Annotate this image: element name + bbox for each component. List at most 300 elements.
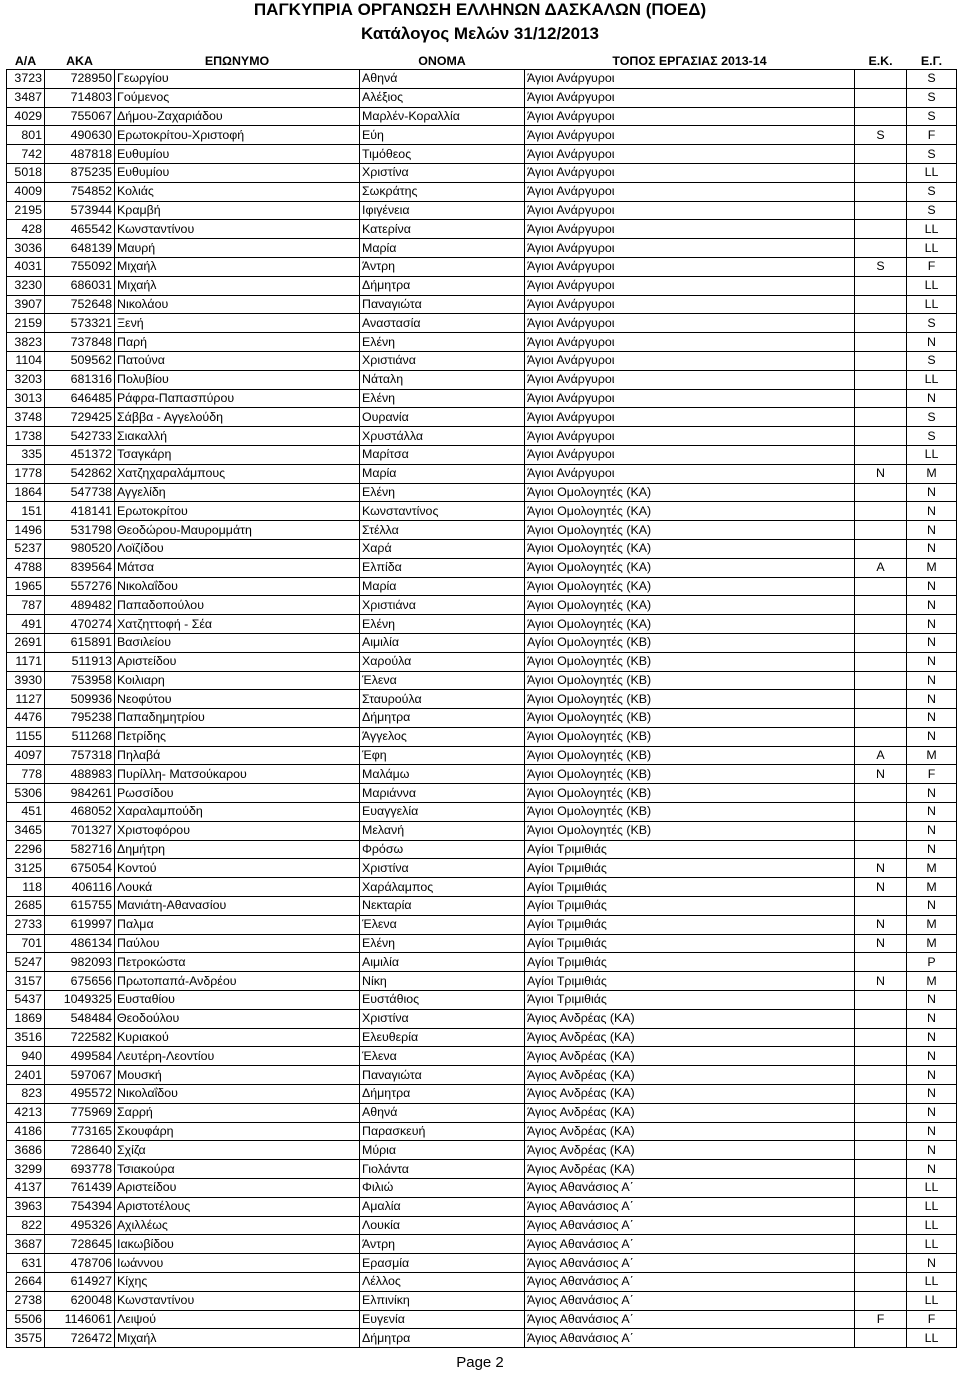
cell-name: Αθηνά <box>360 1103 525 1122</box>
cell-name: Εύη <box>360 126 525 145</box>
cell-aka: 487818 <box>45 145 115 164</box>
cell-ek <box>855 445 907 464</box>
document-subtitle: Κατάλογος Μελών 31/12/2013 <box>360 24 600 43</box>
cell-workplace: Άγιοι Ομολογητές (ΚΒ) <box>525 746 855 765</box>
cell-aka: 701327 <box>45 821 115 840</box>
cell-eg: N <box>907 389 957 408</box>
cell-aa: 3516 <box>7 1028 45 1047</box>
cell-aa: 3299 <box>7 1160 45 1179</box>
cell-eg: LL <box>907 1235 957 1254</box>
cell-aka: 795238 <box>45 709 115 728</box>
cell-eg: S <box>907 182 957 201</box>
cell-eg: N <box>907 1254 957 1273</box>
table-row <box>7 201 957 220</box>
cell-surname: Αριστοτέλους <box>115 1197 360 1216</box>
cell-workplace: Άγιοι Ομολογητές (ΚΑ) <box>525 521 855 540</box>
cell-workplace: Άγιος Ανδρέας (ΚΑ) <box>525 1066 855 1085</box>
cell-name: Κωνσταντίνος <box>360 502 525 521</box>
cell-surname: Ευσταθίου <box>115 991 360 1010</box>
cell-surname: Σιακαλλή <box>115 427 360 446</box>
cell-ek <box>855 1273 907 1292</box>
cell-workplace: Άγιοι Ομολογητές (ΚΒ) <box>525 765 855 784</box>
cell-ek <box>855 1028 907 1047</box>
cell-eg: F <box>907 257 957 276</box>
cell-aka: 511913 <box>45 652 115 671</box>
cell-ek <box>855 239 907 258</box>
cell-eg: N <box>907 991 957 1010</box>
cell-name: Τιμόθεος <box>360 145 525 164</box>
cell-name: Ιφιγένεια <box>360 201 525 220</box>
cell-surname: Λειψού <box>115 1310 360 1329</box>
cell-eg: M <box>907 915 957 934</box>
cell-aa: 1104 <box>7 351 45 370</box>
cell-aka: 980520 <box>45 539 115 558</box>
cell-ek <box>855 1160 907 1179</box>
cell-aa: 3575 <box>7 1329 45 1348</box>
table-row <box>7 1066 957 1085</box>
cell-ek: N <box>855 464 907 483</box>
cell-aka: 478706 <box>45 1254 115 1273</box>
cell-surname: Μιχαήλ <box>115 1329 360 1348</box>
table-row <box>7 1273 957 1292</box>
cell-aa: 4476 <box>7 709 45 728</box>
cell-surname: Νικολάου <box>115 295 360 314</box>
cell-aka: 573321 <box>45 314 115 333</box>
cell-name: Χριστιάνα <box>360 351 525 370</box>
cell-aka: 615755 <box>45 897 115 916</box>
cell-name: Έλενα <box>360 1047 525 1066</box>
cell-surname: Αριστείδου <box>115 652 360 671</box>
cell-workplace: Αγίοι Τριμιθιάς <box>525 934 855 953</box>
cell-workplace: Άγιοι Ανάργυροι <box>525 389 855 408</box>
cell-aka: 582716 <box>45 840 115 859</box>
table-row <box>7 1028 957 1047</box>
cell-name: Ελπινίκη <box>360 1291 525 1310</box>
cell-eg: N <box>907 1066 957 1085</box>
cell-workplace: Άγιοι Ανάργυροι <box>525 314 855 333</box>
cell-eg: M <box>907 746 957 765</box>
cell-ek <box>855 1235 907 1254</box>
cell-aka: 681316 <box>45 370 115 389</box>
cell-name: Μαρία <box>360 464 525 483</box>
table-row <box>7 934 957 953</box>
cell-aka: 686031 <box>45 276 115 295</box>
cell-ek <box>855 70 907 89</box>
cell-eg: F <box>907 1310 957 1329</box>
cell-surname: Χατζηττοφή - Σέα <box>115 615 360 634</box>
cell-aka: 754852 <box>45 182 115 201</box>
cell-aa: 4788 <box>7 558 45 577</box>
table-row <box>7 652 957 671</box>
cell-surname: Αγγελίδη <box>115 483 360 502</box>
cell-aka: 675656 <box>45 972 115 991</box>
cell-ek <box>855 314 907 333</box>
cell-ek <box>855 1009 907 1028</box>
table-row <box>7 803 957 822</box>
cell-name: Δήμητρα <box>360 1085 525 1104</box>
cell-eg: N <box>907 615 957 634</box>
cell-name: Φρόσω <box>360 840 525 859</box>
table-row <box>7 558 957 577</box>
cell-aka: 728640 <box>45 1141 115 1160</box>
cell-aka: 619997 <box>45 915 115 934</box>
cell-aka: 984261 <box>45 784 115 803</box>
cell-aa: 822 <box>7 1216 45 1235</box>
cell-surname: Γεωργίου <box>115 70 360 89</box>
cell-ek <box>855 88 907 107</box>
cell-aa: 3125 <box>7 859 45 878</box>
cell-ek <box>855 276 907 295</box>
cell-name: Ερασμία <box>360 1254 525 1273</box>
cell-workplace: Άγιος Ανδρέας (ΚΑ) <box>525 1141 855 1160</box>
cell-workplace: Άγιοι Ανάργυροι <box>525 427 855 446</box>
cell-name: Έλενα <box>360 671 525 690</box>
cell-surname: Κυριακού <box>115 1028 360 1047</box>
header-row <box>7 52 957 70</box>
cell-ek <box>855 370 907 389</box>
cell-ek: A <box>855 558 907 577</box>
cell-aa: 4029 <box>7 107 45 126</box>
table-row <box>7 1329 957 1348</box>
cell-ek <box>855 897 907 916</box>
cell-aka: 755092 <box>45 257 115 276</box>
table-row <box>7 915 957 934</box>
cell-ek <box>855 539 907 558</box>
cell-name: Άγγελος <box>360 727 525 746</box>
cell-ek <box>855 690 907 709</box>
cell-surname: Παρή <box>115 333 360 352</box>
cell-workplace: Αγίοι Τριμιθιάς <box>525 859 855 878</box>
cell-surname: Χατζηχαραλάμπους <box>115 464 360 483</box>
cell-aka: 982093 <box>45 953 115 972</box>
cell-aa: 631 <box>7 1254 45 1273</box>
table-row <box>7 182 957 201</box>
cell-eg: LL <box>907 239 957 258</box>
cell-eg: M <box>907 972 957 991</box>
cell-ek <box>855 991 907 1010</box>
cell-workplace: Άγιοι Ομολογητές (ΚΒ) <box>525 690 855 709</box>
cell-surname: Σχίζα <box>115 1141 360 1160</box>
cell-aka: 839564 <box>45 558 115 577</box>
cell-surname: Πετρίδης <box>115 727 360 746</box>
cell-ek <box>855 1254 907 1273</box>
cell-ek: N <box>855 765 907 784</box>
cell-name: Ελένη <box>360 934 525 953</box>
cell-name: Δήμητρα <box>360 276 525 295</box>
cell-name: Μύρια <box>360 1141 525 1160</box>
cell-workplace: Άγιοι Ομολογητές (ΚΑ) <box>525 596 855 615</box>
table-row <box>7 1216 957 1235</box>
cell-eg: N <box>907 1085 957 1104</box>
cell-aa: 1738 <box>7 427 45 446</box>
cell-workplace: Άγιος Ανδρέας (ΚΑ) <box>525 1122 855 1141</box>
cell-aka: 737848 <box>45 333 115 352</box>
table-row <box>7 126 957 145</box>
cell-aa: 4186 <box>7 1122 45 1141</box>
cell-surname: Παλμα <box>115 915 360 934</box>
cell-eg: N <box>907 803 957 822</box>
cell-name: Ευγενία <box>360 1310 525 1329</box>
cell-name: Μαρία <box>360 577 525 596</box>
cell-aka: 728950 <box>45 70 115 89</box>
cell-name: Αμαλία <box>360 1197 525 1216</box>
cell-ek <box>855 502 907 521</box>
cell-workplace: Άγιος Αθανάσιος Α΄ <box>525 1254 855 1273</box>
cell-surname: Αριστείδου <box>115 1179 360 1198</box>
cell-name: Αιμιλία <box>360 953 525 972</box>
cell-eg: N <box>907 1009 957 1028</box>
cell-ek <box>855 577 907 596</box>
cell-aa: 5506 <box>7 1310 45 1329</box>
cell-surname: Κίχης <box>115 1273 360 1292</box>
cell-workplace: Άγιος Αθανάσιος Α΄ <box>525 1291 855 1310</box>
members-table-body <box>7 70 957 1348</box>
cell-aka: 573944 <box>45 201 115 220</box>
cell-name: Νεκταρία <box>360 897 525 916</box>
cell-name: Δήμητρα <box>360 1329 525 1348</box>
cell-aa: 3036 <box>7 239 45 258</box>
table-row <box>7 1179 957 1198</box>
cell-eg: N <box>907 333 957 352</box>
cell-aka: 753958 <box>45 671 115 690</box>
cell-name: Μαρία <box>360 239 525 258</box>
cell-eg: S <box>907 408 957 427</box>
cell-aka: 511268 <box>45 727 115 746</box>
cell-aka: 499584 <box>45 1047 115 1066</box>
cell-workplace: Άγιος Αθανάσιος Α΄ <box>525 1235 855 1254</box>
table-row <box>7 464 957 483</box>
cell-eg: P <box>907 953 957 972</box>
cell-name: Άντρη <box>360 1235 525 1254</box>
cell-surname: Σαρρή <box>115 1103 360 1122</box>
cell-name: Στέλλα <box>360 521 525 540</box>
cell-workplace: Αγίοι Τριμιθιάς <box>525 915 855 934</box>
cell-aka: 761439 <box>45 1179 115 1198</box>
cell-aka: 675054 <box>45 859 115 878</box>
table-row <box>7 1103 957 1122</box>
cell-name: Χριστιάνα <box>360 596 525 615</box>
table-row <box>7 502 957 521</box>
cell-name: Χρυστάλλα <box>360 427 525 446</box>
cell-ek <box>855 182 907 201</box>
cell-workplace: Άγιος Αθανάσιος Α΄ <box>525 1273 855 1292</box>
cell-eg: N <box>907 1028 957 1047</box>
cell-ek <box>855 821 907 840</box>
cell-aa: 801 <box>7 126 45 145</box>
cell-eg: N <box>907 539 957 558</box>
cell-aka: 722582 <box>45 1028 115 1047</box>
cell-ek: N <box>855 878 907 897</box>
cell-eg: LL <box>907 295 957 314</box>
cell-surname: Τσαγκάρη <box>115 445 360 464</box>
table-row <box>7 1122 957 1141</box>
cell-aa: 2738 <box>7 1291 45 1310</box>
cell-aka: 451372 <box>45 445 115 464</box>
col-header-surname: ΕΠΩΝΥΜΟ <box>115 52 360 70</box>
cell-surname: Τσιακούρα <box>115 1160 360 1179</box>
cell-workplace: Άγιοι Τριμιθιάς <box>525 991 855 1010</box>
cell-aka: 542733 <box>45 427 115 446</box>
cell-aa: 5018 <box>7 163 45 182</box>
cell-aka: 495572 <box>45 1085 115 1104</box>
cell-workplace: Αγίοι Ομολογητές (ΚΒ) <box>525 633 855 652</box>
cell-name: Νάταλη <box>360 370 525 389</box>
cell-name: Γιολάντα <box>360 1160 525 1179</box>
cell-surname: Παπαδημητρίου <box>115 709 360 728</box>
cell-aka: 531798 <box>45 521 115 540</box>
cell-surname: Κολιάς <box>115 182 360 201</box>
cell-surname: Σκουφάρη <box>115 1122 360 1141</box>
cell-aka: 597067 <box>45 1066 115 1085</box>
cell-name: Έλενα <box>360 915 525 934</box>
cell-name: Παναγιώτα <box>360 295 525 314</box>
cell-aka: 468052 <box>45 803 115 822</box>
cell-eg: S <box>907 201 957 220</box>
col-header-workplace: ΤΟΠΟΣ ΕΡΓΑΣΙΑΣ 2013-14 <box>525 52 855 70</box>
cell-ek <box>855 408 907 427</box>
cell-name: Λέλλος <box>360 1273 525 1292</box>
members-table <box>6 52 957 1348</box>
cell-aka: 754394 <box>45 1197 115 1216</box>
cell-surname: Ιακωβίδου <box>115 1235 360 1254</box>
cell-workplace: Άγιοι Ανάργυροι <box>525 295 855 314</box>
cell-workplace: Άγιοι Ομολογητές (ΚΑ) <box>525 483 855 502</box>
col-header-aa: Α/Α <box>7 52 45 70</box>
cell-ek <box>855 483 907 502</box>
cell-aka: 693778 <box>45 1160 115 1179</box>
cell-aa: 2195 <box>7 201 45 220</box>
table-row <box>7 765 957 784</box>
col-header-eg: Ε.Γ. <box>907 52 957 70</box>
table-row <box>7 539 957 558</box>
cell-name: Ελπίδα <box>360 558 525 577</box>
cell-surname: Δήμου-Ζαχαριάδου <box>115 107 360 126</box>
cell-surname: Ερωτοκρίτου <box>115 502 360 521</box>
cell-aka: 548484 <box>45 1009 115 1028</box>
cell-aka: 1146061 <box>45 1310 115 1329</box>
cell-ek <box>855 333 907 352</box>
cell-ek <box>855 521 907 540</box>
cell-surname: Πετροκώστα <box>115 953 360 972</box>
cell-name: Παναγιώτα <box>360 1066 525 1085</box>
cell-aa: 3723 <box>7 70 45 89</box>
cell-ek: N <box>855 859 907 878</box>
cell-aa: 335 <box>7 445 45 464</box>
cell-workplace: Άγιοι Ομολογητές (ΚΑ) <box>525 577 855 596</box>
cell-name: Χαρούλα <box>360 652 525 671</box>
cell-ek <box>855 709 907 728</box>
cell-ek <box>855 201 907 220</box>
table-row <box>7 784 957 803</box>
cell-surname: Χριστοφόρου <box>115 821 360 840</box>
cell-workplace: Άγιοι Ανάργυροι <box>525 182 855 201</box>
cell-workplace: Άγιοι Ομολογητές (ΚΒ) <box>525 727 855 746</box>
cell-eg: LL <box>907 163 957 182</box>
cell-workplace: Άγιοι Ομολογητές (ΚΑ) <box>525 502 855 521</box>
cell-ek <box>855 784 907 803</box>
cell-aa: 2159 <box>7 314 45 333</box>
cell-eg: M <box>907 934 957 953</box>
document-title: ΠΑΓΚΥΠΡΙΑ ΟΡΓΑΝΩΣΗ ΕΛΛΗΝΩΝ ΔΑΣΚΑΛΩΝ (ΠΟΕΔ) <box>253 0 707 19</box>
cell-aa: 118 <box>7 878 45 897</box>
cell-aa: 5237 <box>7 539 45 558</box>
table-row <box>7 389 957 408</box>
cell-aka: 509936 <box>45 690 115 709</box>
cell-ek <box>855 1141 907 1160</box>
cell-eg: N <box>907 596 957 615</box>
cell-aka: 615891 <box>45 633 115 652</box>
cell-workplace: Άγιος Αθανάσιος Α΄ <box>525 1329 855 1348</box>
cell-workplace: Άγιος Ανδρέας (ΚΑ) <box>525 1028 855 1047</box>
cell-aa: 2664 <box>7 1273 45 1292</box>
cell-workplace: Άγιος Ανδρέας (ΚΑ) <box>525 1085 855 1104</box>
cell-surname: Πηλαβά <box>115 746 360 765</box>
cell-eg: N <box>907 690 957 709</box>
cell-ek <box>855 840 907 859</box>
cell-name: Ελένη <box>360 389 525 408</box>
cell-workplace: Άγιοι Ανάργυροι <box>525 88 855 107</box>
cell-name: Μαρίτσα <box>360 445 525 464</box>
cell-aka: 646485 <box>45 389 115 408</box>
table-row <box>7 220 957 239</box>
cell-ek <box>855 1291 907 1310</box>
cell-aka: 757318 <box>45 746 115 765</box>
table-row <box>7 145 957 164</box>
cell-workplace: Άγιος Αθανάσιος Α΄ <box>525 1197 855 1216</box>
cell-surname: Κοιλιαρη <box>115 671 360 690</box>
cell-name: Ευστάθιος <box>360 991 525 1010</box>
cell-aa: 1864 <box>7 483 45 502</box>
col-header-ek: Ε.Κ. <box>855 52 907 70</box>
table-row <box>7 1197 957 1216</box>
cell-surname: Μάτσα <box>115 558 360 577</box>
cell-eg: S <box>907 427 957 446</box>
cell-name: Ευαγγελία <box>360 803 525 822</box>
cell-aa: 1127 <box>7 690 45 709</box>
col-header-name: ΟΝΟΜΑ <box>360 52 525 70</box>
cell-aka: 726472 <box>45 1329 115 1348</box>
table-row <box>7 427 957 446</box>
page-number: Page 2 <box>456 1354 504 1371</box>
cell-surname: Πυρίλλη- Ματσούκαρου <box>115 765 360 784</box>
table-row <box>7 1085 957 1104</box>
cell-eg: LL <box>907 1197 957 1216</box>
table-row <box>7 577 957 596</box>
cell-aa: 2401 <box>7 1066 45 1085</box>
cell-name: Παρασκευή <box>360 1122 525 1141</box>
cell-ek <box>855 145 907 164</box>
cell-name: Χριστίνα <box>360 1009 525 1028</box>
cell-eg: LL <box>907 220 957 239</box>
cell-workplace: Άγιοι Ανάργυροι <box>525 163 855 182</box>
cell-workplace: Άγιος Ανδρέας (ΚΑ) <box>525 1160 855 1179</box>
cell-surname: Παύλου <box>115 934 360 953</box>
cell-aka: 775969 <box>45 1103 115 1122</box>
cell-aa: 940 <box>7 1047 45 1066</box>
cell-aa: 778 <box>7 765 45 784</box>
cell-name: Αιμιλία <box>360 633 525 652</box>
cell-aa: 1496 <box>7 521 45 540</box>
cell-aa: 2296 <box>7 840 45 859</box>
cell-eg: S <box>907 314 957 333</box>
cell-eg: M <box>907 558 957 577</box>
cell-workplace: Άγιοι Ομολογητές (ΚΒ) <box>525 671 855 690</box>
cell-ek <box>855 1197 907 1216</box>
cell-workplace: Άγιος Ανδρέας (ΚΑ) <box>525 1047 855 1066</box>
cell-name: Μαλάμω <box>360 765 525 784</box>
cell-aa: 2691 <box>7 633 45 652</box>
cell-aa: 151 <box>7 502 45 521</box>
